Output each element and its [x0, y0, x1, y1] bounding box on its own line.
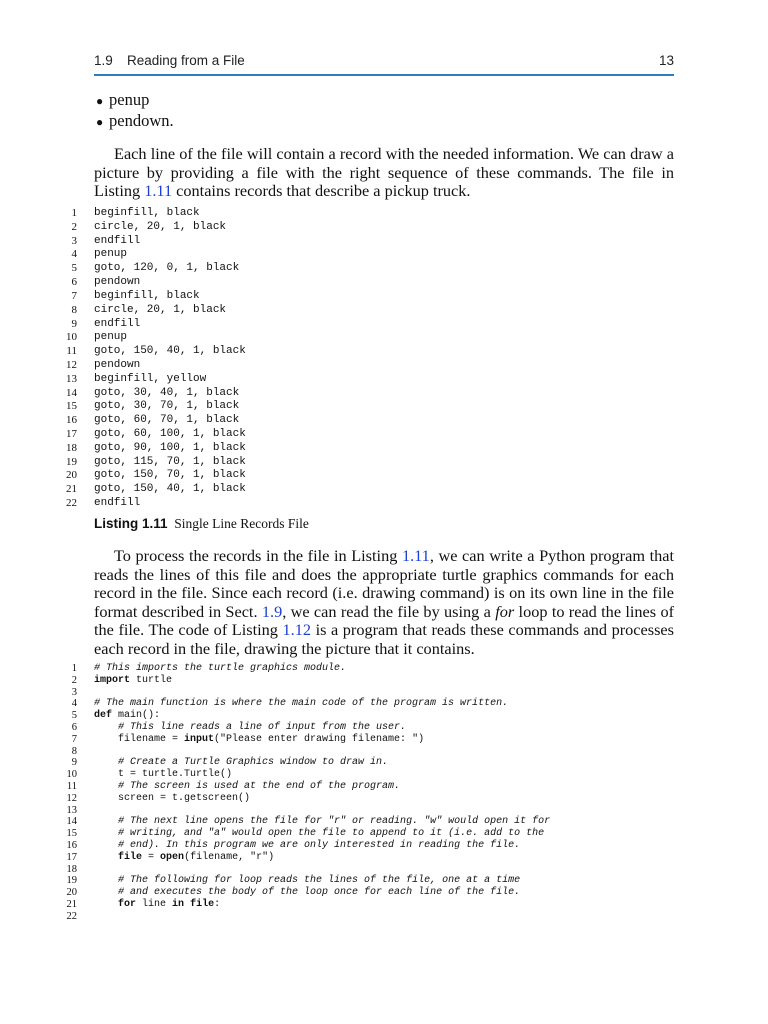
- code-text: [94, 414, 239, 428]
- code-line: [60, 221, 246, 235]
- paragraph-text: Each line of the file will contain a record with the needed information. We can draw a picture by providing a file with the right sequence of these commands. The file in Listing: [94, 144, 674, 200]
- code-segment: [94, 852, 118, 863]
- code-segment: penup: [94, 331, 128, 344]
- paragraph-process: [94, 547, 674, 658]
- code-keyword: in: [172, 898, 185, 910]
- line-number: 14: [66, 386, 77, 399]
- line-number: 3: [71, 234, 77, 247]
- code-line: [60, 899, 550, 911]
- code-segment: goto, 120, 0, 1, black: [94, 262, 240, 275]
- line-number: 19: [66, 455, 77, 468]
- code-line: [60, 852, 550, 864]
- line-number: 12: [66, 358, 77, 371]
- code-comment: # This line reads a line of input from the user.: [118, 721, 407, 733]
- paragraph-text: loop to read the lines of the file. The code of Listing: [94, 601, 675, 639]
- code-comment: # This imports the turtle graphics module.: [94, 663, 347, 674]
- code-text: [94, 698, 508, 710]
- code-comment: # writing, and "a" would open the file to append to it (i.e. add to the: [118, 828, 545, 840]
- line-number: 18: [66, 441, 77, 454]
- line-number: 22: [66, 910, 77, 922]
- code-text: [94, 734, 424, 746]
- code-segment: [94, 816, 118, 827]
- code-text: [94, 793, 250, 805]
- line-number: 1: [71, 207, 77, 219]
- code-text: [94, 675, 172, 687]
- code-segment: goto, 115, 70, 1, black: [94, 455, 246, 468]
- line-number: 19: [66, 875, 77, 887]
- code-segment: [94, 899, 118, 910]
- line-number: 16: [66, 414, 77, 427]
- line-number: 22: [66, 497, 77, 510]
- code-segment: goto, 150, 40, 1, black: [94, 483, 246, 496]
- code-line: [60, 359, 246, 373]
- code-segment: circle, 20, 1, black: [94, 303, 227, 316]
- code-text: [94, 290, 200, 304]
- code-line: [60, 734, 550, 746]
- listing-caption: [94, 516, 309, 532]
- code-text: [94, 276, 140, 290]
- code-text: [94, 469, 246, 483]
- paragraph-text: , we can write a Python program that reads the lines of this file and does the appropriate turtle graphics commands for each record in the file. Since each record (i.e. drawing command) is on its own line in the file format described in Sect.: [94, 546, 674, 621]
- code-segment: [94, 828, 118, 839]
- code-segment: (filename, "r"): [184, 851, 275, 863]
- code-line: [60, 483, 246, 497]
- bullet-text: pendown.: [109, 111, 174, 130]
- code-text: [94, 442, 246, 456]
- code-text: [94, 757, 388, 769]
- line-number: 3: [71, 686, 77, 698]
- code-text: [94, 262, 239, 276]
- line-number: 11: [66, 345, 77, 358]
- code-text: [94, 483, 246, 497]
- line-number: 2: [71, 220, 77, 233]
- code-text: [94, 769, 232, 781]
- code-segment: screen = t.getscreen(): [94, 792, 251, 804]
- section-ref-link[interactable]: 1.9: [261, 601, 283, 621]
- line-number: 16: [66, 839, 77, 851]
- code-line: [60, 442, 246, 456]
- code-segment: goto, 30, 40, 1, black: [94, 386, 240, 399]
- bullet-item: [96, 90, 174, 111]
- line-number: 4: [71, 698, 77, 710]
- code-text: [94, 318, 140, 332]
- paragraph-text: is a program that reads these commands and processes each record in the file, drawing the picture that it contains.: [94, 620, 674, 658]
- code-line: [60, 687, 550, 699]
- code-segment: goto, 30, 70, 1, black: [94, 400, 240, 413]
- line-number: 5: [71, 710, 77, 722]
- code-comment: # end). In this program we are only interested in reading the file.: [118, 839, 521, 851]
- line-number: 8: [71, 303, 77, 316]
- code-line: [60, 875, 550, 887]
- code-text: [94, 828, 544, 840]
- code-line: [60, 400, 246, 414]
- code-segment: [94, 875, 118, 886]
- line-number: 18: [66, 863, 77, 875]
- code-keyword: import: [94, 674, 131, 686]
- line-number: 10: [66, 769, 77, 781]
- code-line: [60, 207, 246, 221]
- code-line: [60, 248, 246, 262]
- code-text: [94, 456, 246, 470]
- code-comment: # and executes the body of the loop once for each line of the file.: [118, 887, 521, 899]
- code-segment: main():: [112, 710, 161, 722]
- code-line: [60, 816, 550, 828]
- listing-ref-link[interactable]: 1.11: [401, 546, 430, 565]
- code-text: [94, 248, 127, 262]
- code-segment: goto, 150, 70, 1, black: [94, 469, 246, 482]
- code-text: [94, 852, 274, 864]
- emphasis-text: for: [495, 601, 515, 621]
- line-number: 15: [66, 400, 77, 413]
- code-segment: :: [214, 898, 221, 910]
- code-listing-python: [60, 663, 550, 923]
- code-comment: # The main function is where the main code of the program is written.: [94, 698, 509, 710]
- page-number: 13: [658, 53, 674, 68]
- code-line: [60, 663, 550, 675]
- code-line: [60, 840, 550, 852]
- code-segment: goto, 90, 100, 1, black: [94, 441, 246, 454]
- code-line: [60, 710, 550, 722]
- code-line: [60, 698, 550, 710]
- line-number: 21: [66, 483, 77, 496]
- code-line: [60, 345, 246, 359]
- code-segment: ("Please enter drawing filename: "): [214, 733, 425, 745]
- code-line: [60, 428, 246, 442]
- code-segment: =: [142, 851, 161, 863]
- code-line: [60, 235, 246, 249]
- code-segment: penup: [94, 248, 128, 261]
- bullet-item: [96, 111, 174, 132]
- code-line: [60, 318, 246, 332]
- listing-ref-link[interactable]: 1.11: [144, 181, 173, 200]
- line-number: 14: [66, 816, 77, 828]
- paragraph-text: contains records that describe a pickup truck.: [172, 181, 471, 200]
- section-title: Reading from a File: [127, 53, 245, 68]
- paragraph-intro: [94, 145, 674, 201]
- caption-text: Single Line Records File: [174, 516, 309, 531]
- paragraph-text: , we can read the file by using a: [282, 601, 496, 621]
- code-text: [94, 887, 520, 899]
- code-segment: t = turtle.Turtle(): [94, 769, 233, 781]
- code-line: [60, 331, 246, 345]
- code-text: [94, 875, 520, 887]
- section-number: 1.9: [94, 53, 113, 68]
- line-number: 10: [66, 331, 77, 344]
- code-segment: beginfill, black: [94, 289, 200, 302]
- code-segment: beginfill, black: [94, 207, 200, 219]
- code-line: [60, 304, 246, 318]
- line-number: 5: [71, 262, 77, 275]
- code-line: [60, 769, 550, 781]
- code-line: [60, 262, 246, 276]
- code-line: [60, 781, 550, 793]
- code-text: [94, 899, 220, 911]
- code-segment: endfill: [94, 497, 141, 510]
- line-number: 21: [66, 898, 77, 910]
- code-keyword: file: [118, 851, 143, 863]
- code-keyword: for: [118, 898, 137, 910]
- listing-ref-link[interactable]: 1.12: [282, 620, 311, 639]
- bullet-icon: ●: [96, 94, 104, 108]
- code-segment: pendown: [94, 276, 141, 289]
- code-segment: goto, 60, 100, 1, black: [94, 428, 246, 440]
- bullet-text: penup: [109, 90, 150, 109]
- code-line: [60, 469, 246, 483]
- code-line: [60, 276, 246, 290]
- code-segment: goto, 150, 40, 1, black: [94, 345, 246, 358]
- code-segment: filename =: [94, 733, 185, 745]
- code-segment: goto, 60, 70, 1, black: [94, 414, 240, 427]
- code-text: [94, 400, 239, 414]
- code-text: [94, 722, 406, 734]
- code-segment: [94, 757, 118, 768]
- line-number: 17: [66, 851, 77, 863]
- code-line: [60, 497, 246, 511]
- code-line: [60, 746, 550, 758]
- code-keyword: open: [160, 851, 185, 863]
- line-number: 2: [71, 674, 77, 686]
- code-segment: endfill: [94, 234, 141, 247]
- code-text: [94, 387, 239, 401]
- code-text: [94, 710, 160, 722]
- code-line: [60, 828, 550, 840]
- line-number: 11: [66, 780, 77, 792]
- code-text: [94, 840, 520, 852]
- line-number: 12: [66, 792, 77, 804]
- code-segment: pendown: [94, 358, 141, 371]
- bullet-list: [96, 90, 174, 132]
- code-text: [94, 331, 127, 345]
- line-number: 13: [66, 372, 77, 385]
- code-segment: turtle: [130, 674, 173, 686]
- line-number: 7: [71, 289, 77, 302]
- code-keyword: file: [190, 898, 215, 910]
- code-segment: [94, 887, 118, 898]
- code-text: [94, 816, 550, 828]
- line-number: 15: [66, 828, 77, 840]
- running-header: [94, 52, 674, 76]
- code-line: [60, 864, 550, 876]
- code-line: [60, 414, 246, 428]
- code-segment: circle, 20, 1, black: [94, 220, 227, 233]
- code-text: [94, 373, 206, 387]
- code-line: [60, 290, 246, 304]
- code-line: [60, 456, 246, 470]
- line-number: 7: [71, 733, 77, 745]
- code-line: [60, 911, 550, 923]
- code-line: [60, 887, 550, 899]
- code-segment: [94, 840, 118, 851]
- line-number: 20: [66, 887, 77, 899]
- code-text: [94, 221, 226, 235]
- line-number: 8: [71, 745, 77, 757]
- code-text: [94, 781, 400, 793]
- code-comment: # The following for loop reads the lines of the file, one at a time: [118, 875, 521, 887]
- code-segment: endfill: [94, 317, 141, 330]
- code-text: [94, 497, 140, 511]
- code-line: [60, 722, 550, 734]
- line-number: 20: [66, 469, 77, 482]
- code-text: [94, 359, 140, 373]
- code-text: [94, 428, 246, 442]
- code-line: [60, 373, 246, 387]
- code-comment: # The next line opens the file for "r" or reading. "w" would open it for: [118, 816, 551, 828]
- code-comment: # The screen is used at the end of the program.: [118, 780, 401, 792]
- code-comment: # Create a Turtle Graphics window to draw in.: [118, 757, 389, 769]
- code-segment: [94, 722, 118, 733]
- line-number: 6: [71, 721, 77, 733]
- code-line: [60, 387, 246, 401]
- code-segment: line: [136, 898, 173, 910]
- code-line: [60, 793, 550, 805]
- line-number: 17: [66, 428, 77, 440]
- code-keyword: def: [94, 710, 113, 722]
- line-number: 9: [71, 757, 77, 769]
- line-number: 13: [66, 804, 77, 816]
- caption-label: Listing 1.11: [94, 516, 168, 531]
- code-listing-records: [60, 207, 246, 511]
- line-number: 9: [71, 317, 77, 330]
- code-line: [60, 675, 550, 687]
- line-number: 6: [71, 276, 77, 289]
- code-line: [60, 757, 550, 769]
- code-text: [94, 663, 346, 675]
- code-text: [94, 207, 200, 221]
- line-number: 1: [71, 663, 77, 674]
- line-number: 4: [71, 248, 77, 261]
- code-segment: [94, 781, 118, 792]
- code-keyword: input: [184, 733, 215, 745]
- code-text: [94, 345, 246, 359]
- code-text: [94, 304, 226, 318]
- code-text: [94, 235, 140, 249]
- code-line: [60, 805, 550, 817]
- bullet-icon: ●: [96, 115, 104, 129]
- code-segment: beginfill, yellow: [94, 372, 207, 385]
- paragraph-text: To process the records in the file in Listing: [114, 546, 402, 565]
